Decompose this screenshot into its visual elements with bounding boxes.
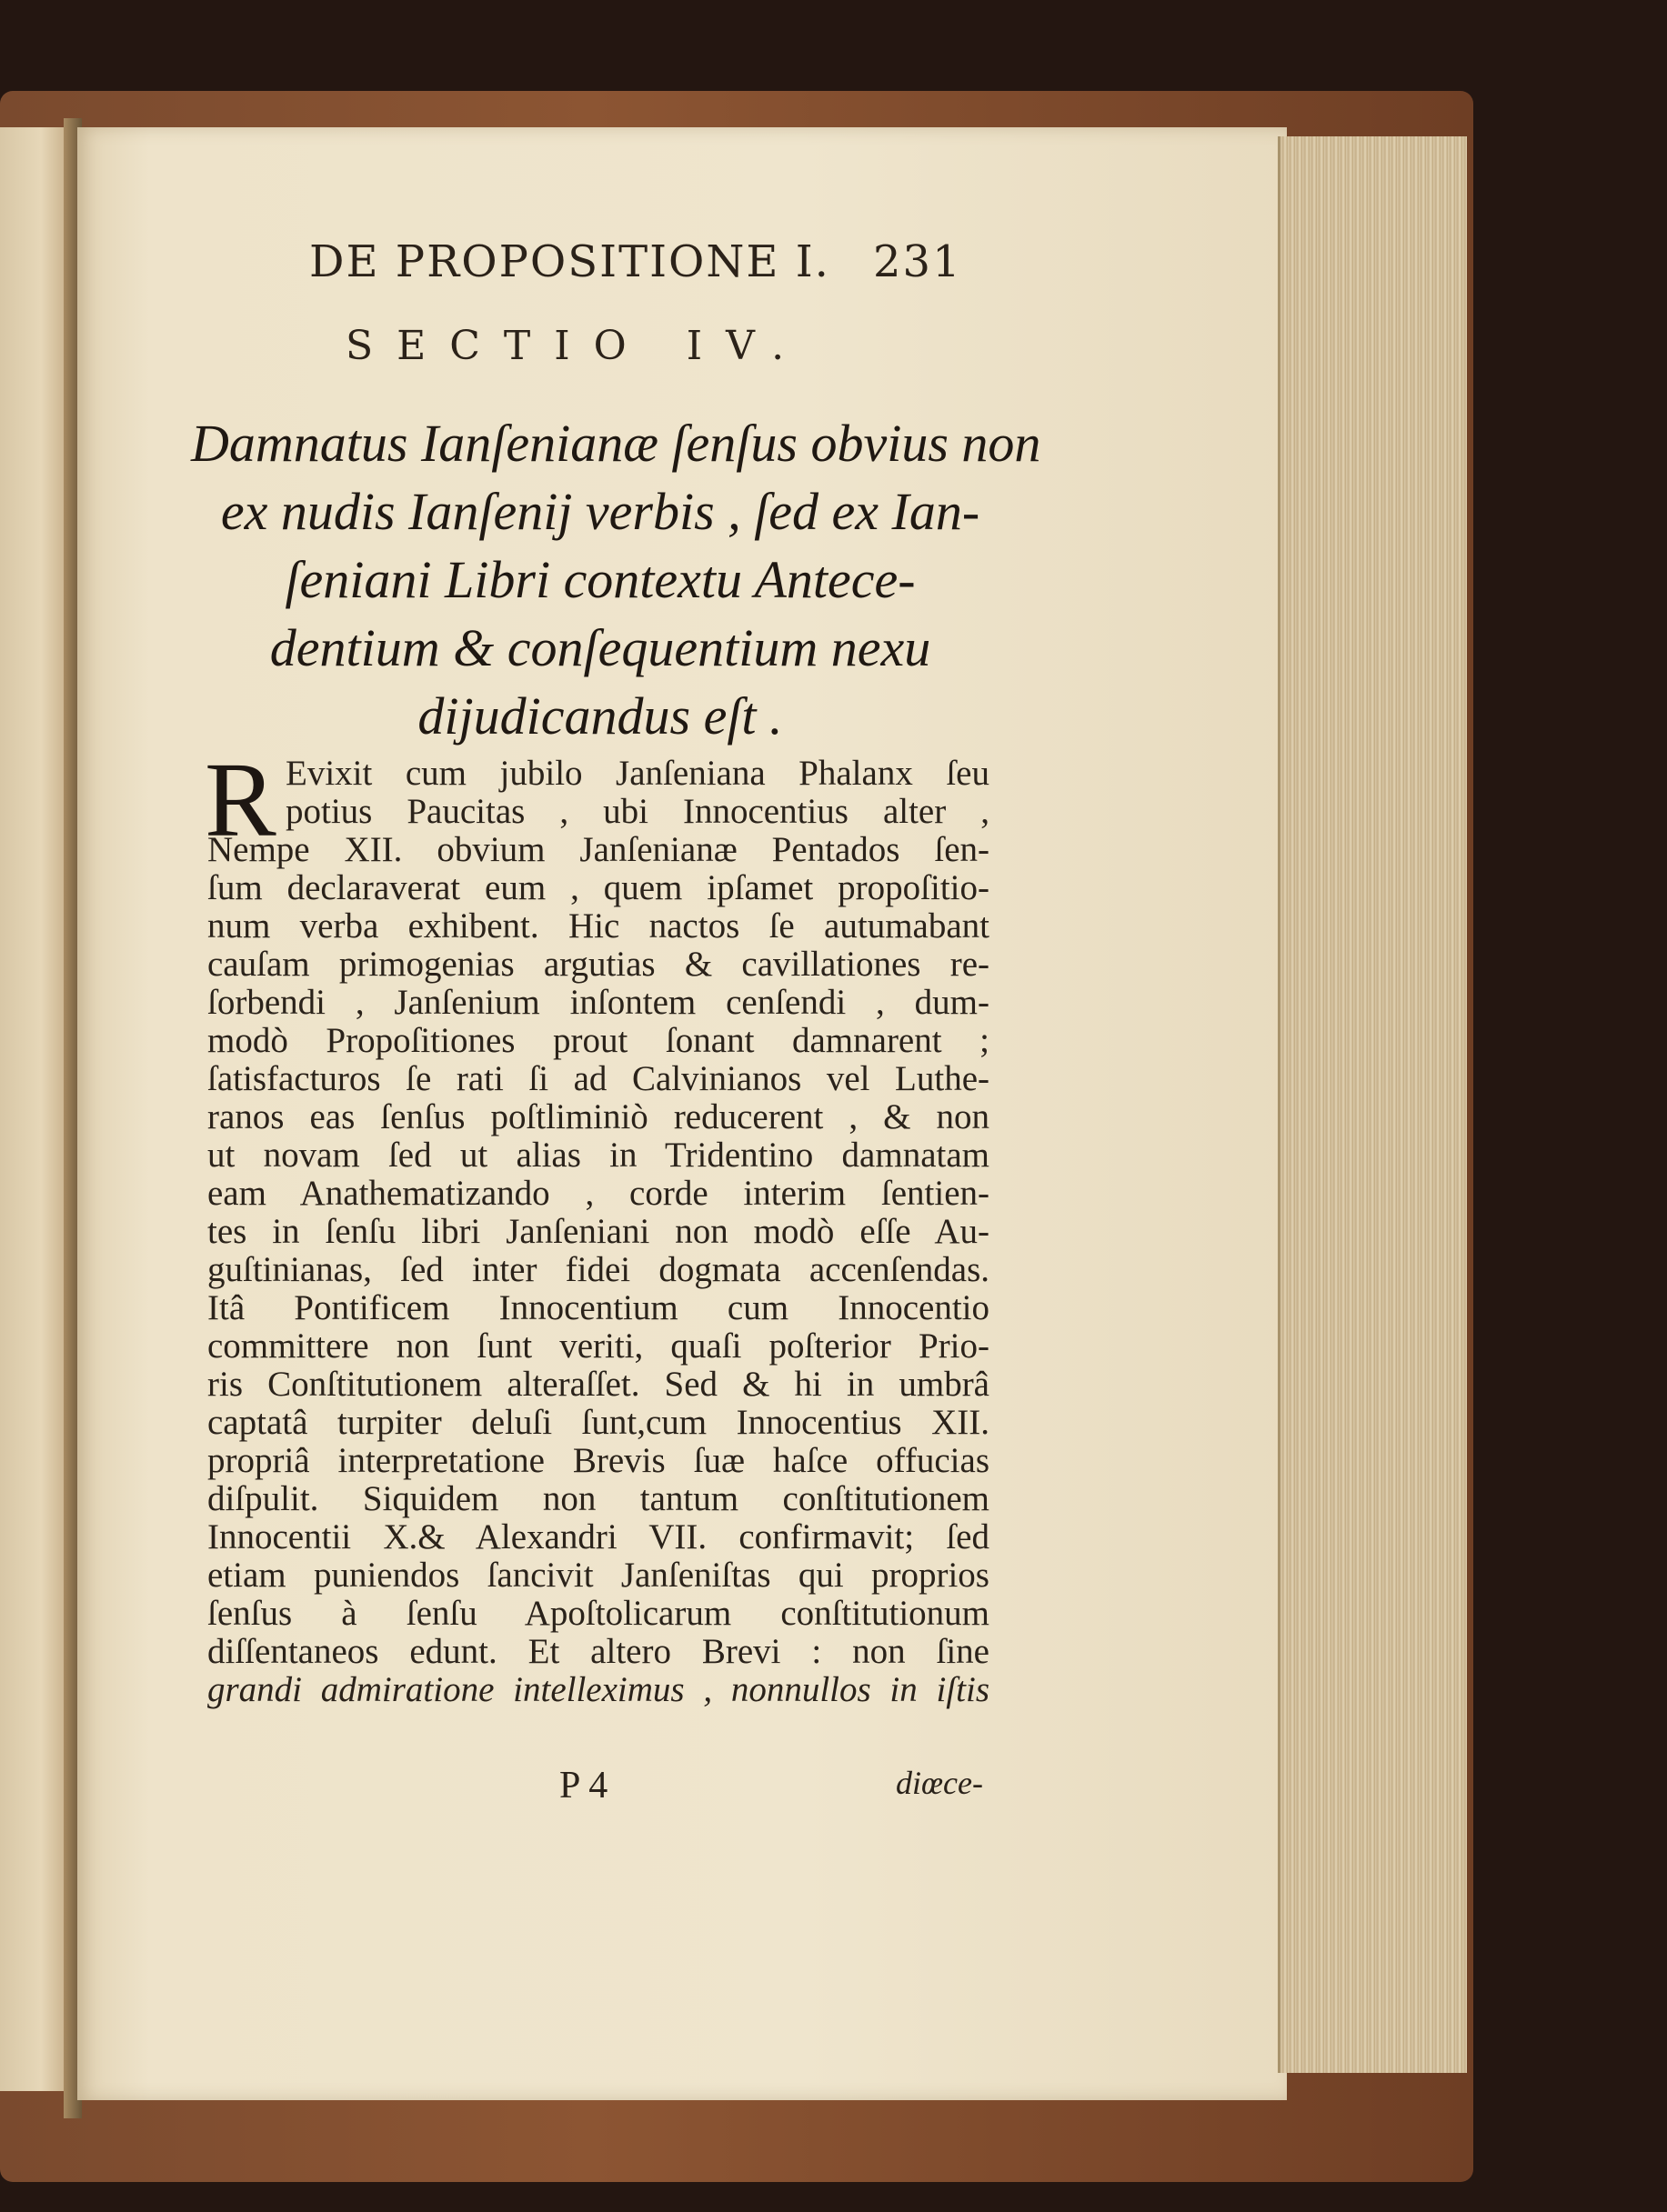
body-line: Nempe XII. obvium Janſenianæ Pentados ſen- (207, 830, 989, 869)
left-page-edge (0, 127, 68, 2091)
section-title: SECTIO IV. (346, 323, 808, 369)
body-line: committere non ſunt veriti, quaſi poſterior Prio- (207, 1326, 989, 1366)
body-line: potius Paucitas , ubi Innocentius alter , (286, 792, 989, 831)
body-line: Evixit cum jubilo Janſeniana Phalanx ſeu (286, 754, 989, 793)
body-line: num verba exhibent. Hic nactos ſe autumabant (207, 906, 989, 946)
body-line: ranos eas ſenſus poſtliminiò reducerent , & non (207, 1097, 989, 1136)
page-edges (1278, 136, 1467, 2073)
heading-line: ſeniani Libri contextu Antece- (285, 550, 916, 609)
body-line: grandi admiratione intelleximus , nonnullos in iſtis (207, 1670, 989, 1709)
body-line: cauſam primogenias argutias & cavillationes re- (207, 945, 989, 984)
heading-line: dentium & conſequentium nexu (269, 618, 931, 677)
body-line: eam Anathematizando , corde interim ſentien- (207, 1174, 989, 1213)
heading-line: Damnatus Ianſenianæ ſenſus obvius non (191, 414, 1041, 473)
body-line: diſpulit. Siquidem non tantum conſtitutionem (207, 1479, 989, 1518)
body-line: diſſentaneos edunt. Et altero Brevi : non ſine (207, 1632, 989, 1671)
catchword: diœce- (896, 1765, 983, 1801)
running-head (309, 236, 964, 287)
body-line: etiam puniendos ſancivit Janſeniſtas qui proprios (207, 1556, 989, 1595)
body-line: guſtinianas, ſed inter fidei dogmata accenſendas. (207, 1250, 989, 1289)
heading-line: dijudicandus eſt . (417, 686, 783, 746)
body-line: Innocentii X.& Alexandri VII. confirmavit; ſed (207, 1517, 989, 1556)
body-line: ſatisfacturos ſe rati ſi ad Calvinianos vel Luthe- (207, 1059, 989, 1098)
page-number: 231 (873, 236, 962, 287)
body-line: ris Conſtitutionem alteraſſet. Sed & hi in umbrâ (207, 1365, 989, 1404)
running-head-title: DE PROPOSITIONE I. (309, 236, 830, 287)
body-line: captatâ turpiter deluſi ſunt,cum Innocentius XII. (207, 1403, 989, 1442)
heading-line: ex nudis Ianſenij verbis , ſed ex Ian- (220, 482, 980, 541)
body-text (205, 740, 989, 1709)
body-line: modò Propoſitiones prout ſonant damnarent ; (207, 1021, 989, 1060)
signature-mark: P 4 (559, 1765, 608, 1807)
body-line: propriâ interpretatione Brevis ſuæ haſce offucias (207, 1441, 989, 1480)
body-line: tes in ſenſu libri Janſeniani non modò eſſe Au- (207, 1212, 989, 1251)
body-line: ut novam ſed ut alias in Tridentino damnatam (207, 1136, 989, 1175)
drop-cap: R (205, 740, 276, 859)
body-line: ſorbendi , Janſenium inſontem cenſendi , dum- (207, 983, 989, 1022)
body-line (207, 869, 989, 907)
body-text-run: ſum declaraverat eum , quem ipſamet propoſitio- (207, 868, 989, 907)
body-line: Itâ Pontificem Innocentium cum Innocentio (207, 1288, 989, 1327)
section-heading (191, 409, 1041, 750)
body-line: ſenſus à ſenſu Apoſtolicarum conſtitutionum (207, 1594, 989, 1633)
